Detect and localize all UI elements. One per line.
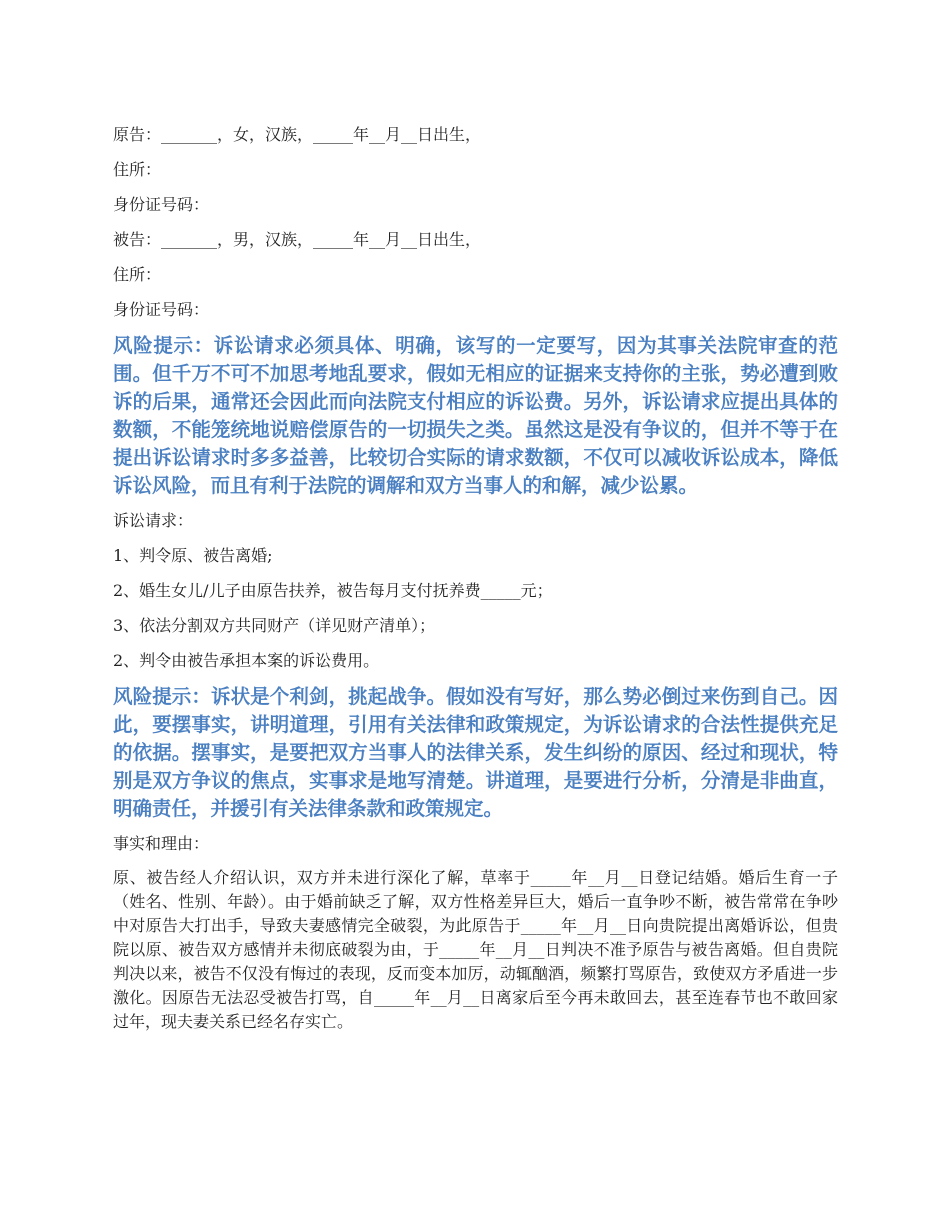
- defendant-line: 被告：_______，男，汉族，_____年__月__日出生，: [113, 230, 482, 249]
- defendant-address: 住所：: [113, 265, 162, 284]
- defendant-id: 身份证号码：: [113, 300, 210, 319]
- claims-heading: 诉讼请求：: [113, 511, 194, 530]
- risk-notice-complaint: 风险提示：诉状是个利剑，挑起战争。假如没有写好，那么势必倒过来伤到自己。因此，要摆事实，讲明道理，引用有关法律和政策规定，为诉讼请求的合法性提供充足的依据。摆事实，是要把双方当事人的法律关系，发生纠纷的原因、经过和现状，特别是双方争议的焦点，实事求是地写清楚。讲道理，是要进行分析，分清是非曲直，明确责任，并援引有关法律条款和政策规定。: [113, 685, 838, 820]
- claim-item: 1、判令原、被告离婚;: [113, 546, 273, 565]
- risk-notice-claims: 风险提示：诉讼请求必须具体、明确，该写的一定要写，因为其事关法院审查的范围。但千万不可不加思考地乱要求，假如无相应的证据来支持你的主张，势必遭到败诉的后果，通常还会因此而向法院支付相应的诉讼费。另外，诉讼请求应提出具体的数额，不能笼统地说赔偿原告的一切损失之类。虽然这是没有争议的，但并不等于在提出诉讼请求时多多益善，比较切合实际的请求数额，不仅可以减收诉讼成本，降低诉讼风险，而且有利于法院的调解和双方当事人的和解，减少讼累。: [113, 334, 838, 497]
- claim-item: 2、婚生女儿/儿子由原告扶养，被告每月支付抚养费_____元；: [113, 581, 553, 600]
- plaintiff-line: 原告：_______，女，汉族，_____年__月__日出生，: [113, 125, 482, 144]
- claim-item: 2、判令由被告承担本案的诉讼费用。: [113, 651, 380, 670]
- plaintiff-address: 住所：: [113, 160, 162, 179]
- facts-heading: 事实和理由：: [113, 834, 210, 853]
- plaintiff-id: 身份证号码：: [113, 195, 210, 214]
- claim-item: 3、依法分割双方共同财产（详见财产清单）；: [113, 616, 436, 635]
- facts-body: 原、被告经人介绍认识，双方并未进行深化了解，草率于_____年__月__日登记结婚。婚后生育一子（姓名、性别、年龄）。由于婚前缺乏了解，双方性格差异巨大，婚后一直争吵不断，被告常常在争吵中对原告大打出手，导致夫妻感情完全破裂，为此原告于_____年__月__日向贵院提出离婚诉讼，但贵院以原、被告双方感情并未彻底破裂为由，于_____年__月__日判决不准予原告与被告离婚。但自贵院判决以来，被告不仅没有悔过的表现，反而变本加厉，动辄酗酒，频繁打骂原告，致使双方矛盾进一步激化。因原告无法忍受被告打骂，自_____年__月__日离家后至今再未敢回去，甚至连春节也不敢回家过年，现夫妻关系已经名存实亡。: [113, 868, 838, 1031]
- complaint-document: [113, 122, 838, 1034]
